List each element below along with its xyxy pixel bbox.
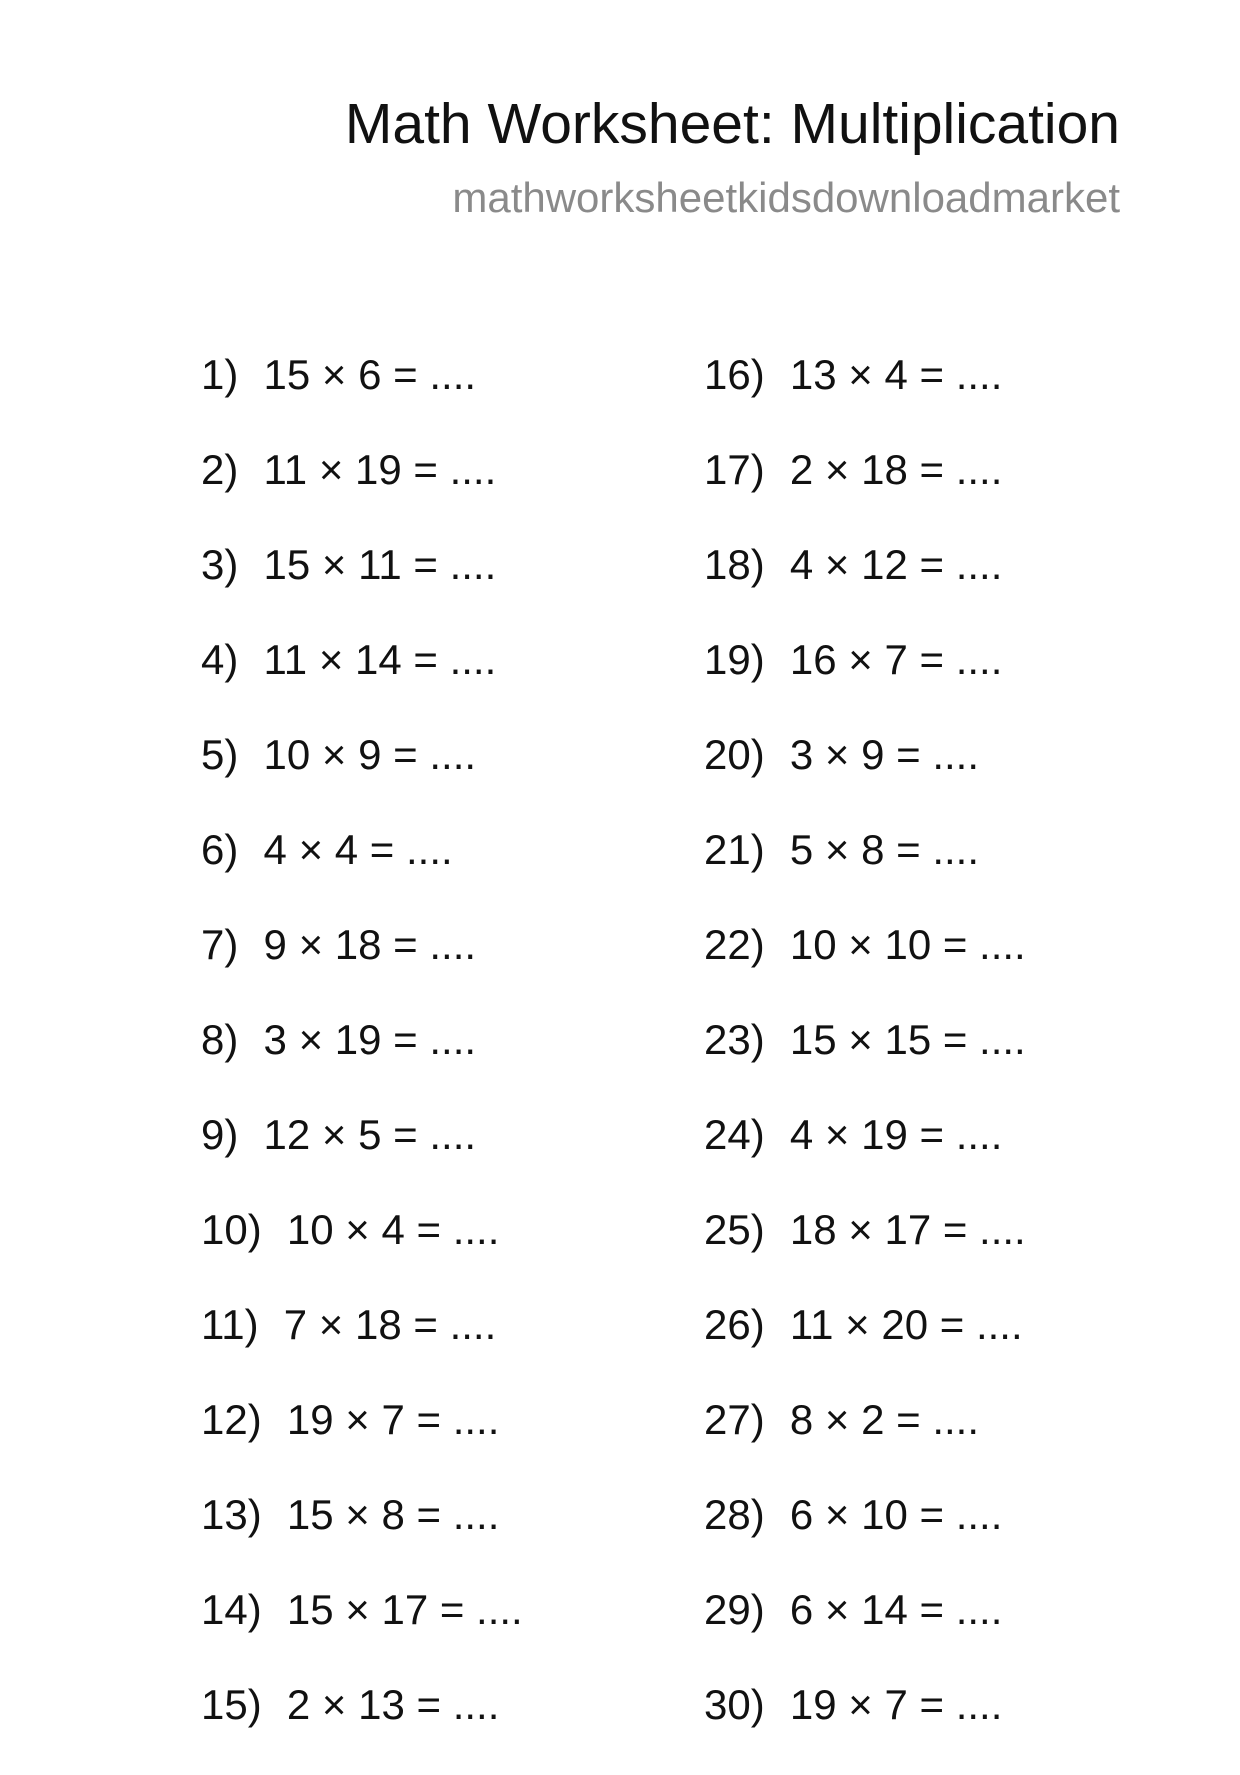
- problem-expression: 3 × 9 = ....: [789, 731, 980, 778]
- problem-item: [201, 635, 523, 730]
- problem-expression: 15 × 8 = ....: [286, 1491, 500, 1538]
- problem-item: [704, 1395, 1026, 1490]
- problem-item: [201, 1680, 523, 1775]
- problem-number: 1): [201, 351, 239, 398]
- problem-item: [704, 730, 1026, 825]
- problem-number: 11): [201, 1301, 259, 1348]
- problem-number: 4): [201, 636, 239, 683]
- problem-number: 10): [201, 1206, 262, 1253]
- problem-item: [704, 1205, 1026, 1300]
- problem-expression: 15 × 6 = ....: [263, 351, 477, 398]
- problem-expression: 11 × 14 = ....: [263, 636, 497, 683]
- problem-number: 21): [704, 826, 765, 873]
- problem-expression: 11 × 19 = ....: [263, 446, 497, 493]
- problem-number: 29): [704, 1586, 765, 1633]
- problem-number: 20): [704, 731, 765, 778]
- problem-number: 13): [201, 1491, 262, 1538]
- problem-expression: 18 × 17 = ....: [789, 1206, 1026, 1253]
- problem-expression: 4 × 12 = ....: [789, 541, 1003, 588]
- problem-item: [201, 1015, 523, 1110]
- problem-item: [704, 825, 1026, 920]
- problem-expression: 2 × 18 = ....: [789, 446, 1003, 493]
- problem-expression: 8 × 2 = ....: [789, 1396, 980, 1443]
- problem-number: 18): [704, 541, 765, 588]
- problem-expression: 9 × 18 = ....: [263, 921, 477, 968]
- problems-column-right: [704, 350, 1026, 1775]
- problem-expression: 10 × 10 = ....: [789, 921, 1026, 968]
- problem-expression: 15 × 17 = ....: [286, 1586, 523, 1633]
- problem-item: [704, 1680, 1026, 1775]
- problem-item: [704, 1015, 1026, 1110]
- problem-expression: 19 × 7 = ....: [789, 1681, 1003, 1728]
- problem-item: [201, 350, 523, 445]
- problem-number: 2): [201, 446, 239, 493]
- problem-item: [201, 1110, 523, 1205]
- problem-expression: 16 × 7 = ....: [789, 636, 1003, 683]
- problem-expression: 15 × 15 = ....: [789, 1016, 1026, 1063]
- problem-number: 19): [704, 636, 765, 683]
- problem-expression: 15 × 11 = ....: [263, 541, 497, 588]
- problem-item: [201, 1300, 523, 1395]
- problem-number: 3): [201, 541, 239, 588]
- problem-item: [704, 920, 1026, 1015]
- problem-expression: 12 × 5 = ....: [263, 1111, 477, 1158]
- problem-item: [201, 1585, 523, 1680]
- problem-number: 7): [201, 921, 239, 968]
- page-subtitle: mathworksheetkidsdownloadmarket: [452, 174, 1120, 221]
- problem-item: [201, 1205, 523, 1300]
- problem-expression: 3 × 19 = ....: [263, 1016, 477, 1063]
- problem-item: [201, 1395, 523, 1490]
- problem-expression: 19 × 7 = ....: [286, 1396, 500, 1443]
- problem-item: [704, 1300, 1026, 1395]
- problem-expression: 13 × 4 = ....: [789, 351, 1003, 398]
- problem-number: 12): [201, 1396, 262, 1443]
- problem-number: 17): [704, 446, 765, 493]
- problem-item: [704, 540, 1026, 635]
- problem-number: 6): [201, 826, 239, 873]
- problem-expression: 6 × 14 = ....: [789, 1586, 1003, 1633]
- problem-item: [201, 825, 523, 920]
- problem-item: [704, 635, 1026, 730]
- problem-item: [704, 1490, 1026, 1585]
- problem-item: [201, 445, 523, 540]
- problem-item: [704, 445, 1026, 540]
- problem-number: 5): [201, 731, 239, 778]
- problem-expression: 4 × 19 = ....: [789, 1111, 1003, 1158]
- problem-item: [704, 1110, 1026, 1205]
- problem-expression: 10 × 9 = ....: [263, 731, 477, 778]
- problem-expression: 11 × 20 = ....: [789, 1301, 1023, 1348]
- problem-number: 30): [704, 1681, 765, 1728]
- problem-number: 27): [704, 1396, 765, 1443]
- problem-number: 15): [201, 1681, 262, 1728]
- problem-number: 26): [704, 1301, 765, 1348]
- problem-item: [201, 1490, 523, 1585]
- problem-number: 16): [704, 351, 765, 398]
- problem-number: 8): [201, 1016, 239, 1063]
- problem-expression: 10 × 4 = ....: [286, 1206, 500, 1253]
- problem-expression: 4 × 4 = ....: [263, 826, 453, 873]
- problem-number: 22): [704, 921, 765, 968]
- problem-number: 14): [201, 1586, 262, 1633]
- problem-expression: 5 × 8 = ....: [789, 826, 980, 873]
- problem-expression: 2 × 13 = ....: [286, 1681, 500, 1728]
- problems-column-left: [201, 350, 523, 1775]
- problem-item: [201, 920, 523, 1015]
- page-title: Math Worksheet: Multiplication: [344, 92, 1120, 156]
- problem-item: [201, 730, 523, 825]
- problem-number: 23): [704, 1016, 765, 1063]
- problem-number: 25): [704, 1206, 765, 1253]
- problem-item: [201, 540, 523, 635]
- problem-expression: 6 × 10 = ....: [789, 1491, 1003, 1538]
- worksheet-header: [344, 92, 1120, 221]
- problem-item: [704, 350, 1026, 445]
- problem-number: 28): [704, 1491, 765, 1538]
- problem-expression: 7 × 18 = ....: [283, 1301, 497, 1348]
- problem-number: 24): [704, 1111, 765, 1158]
- problem-number: 9): [201, 1111, 239, 1158]
- problem-item: [704, 1585, 1026, 1680]
